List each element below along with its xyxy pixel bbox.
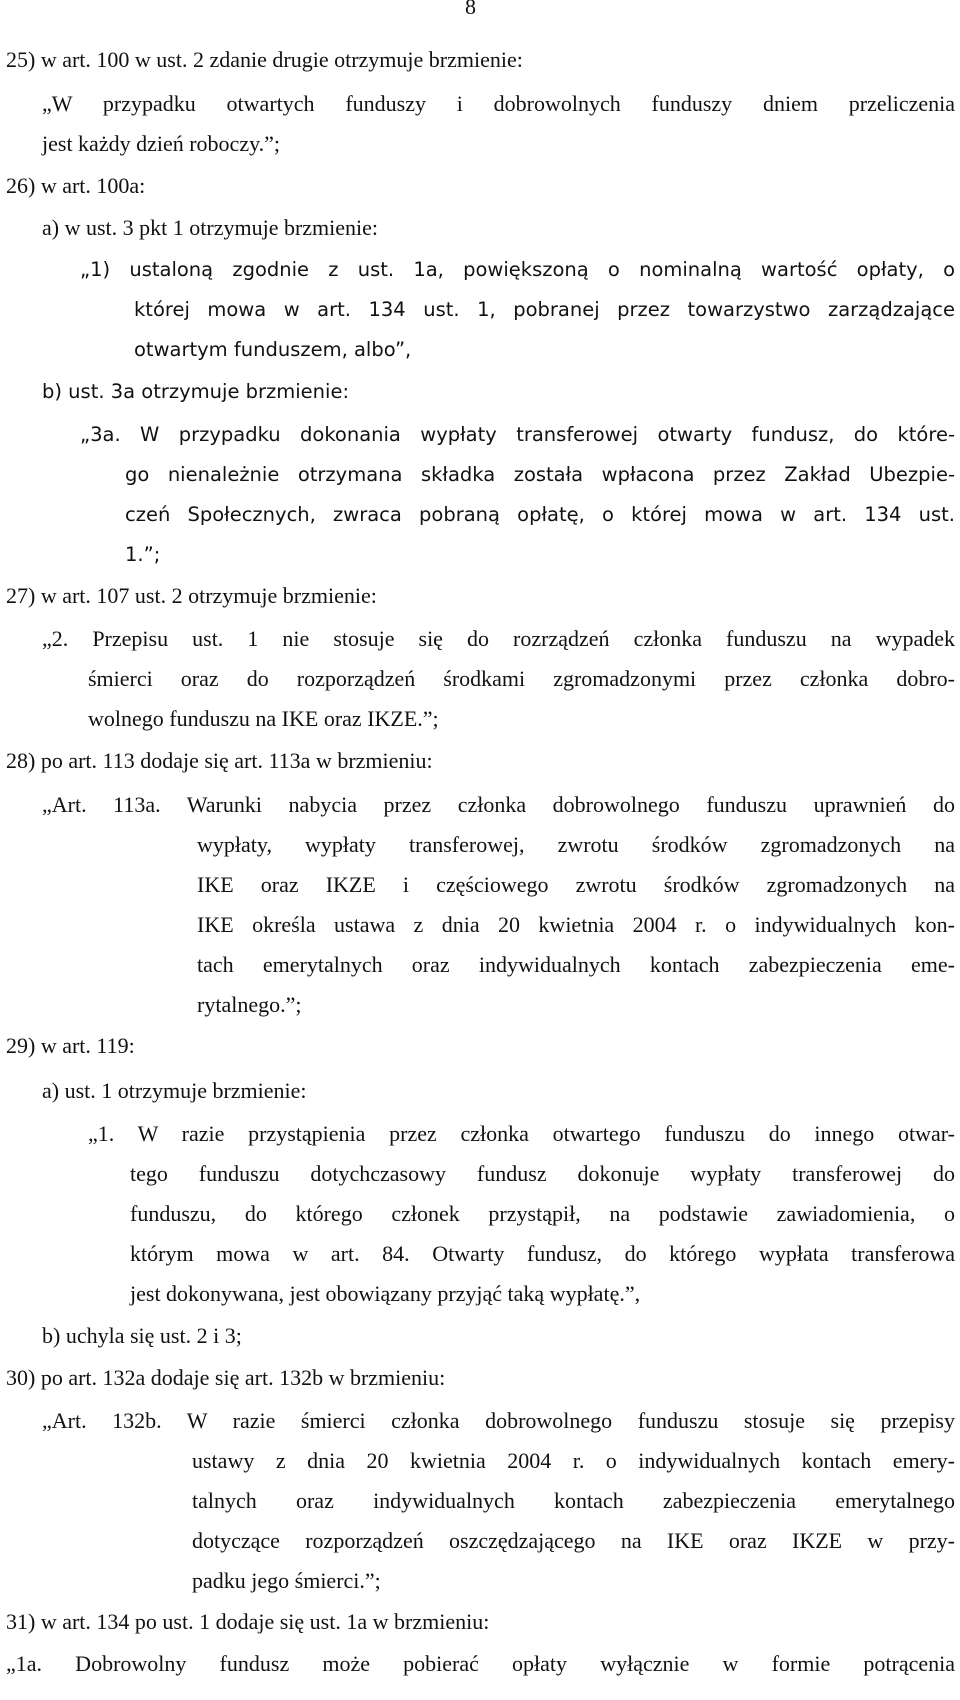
item-28-quote-line-6: rytalnego.”;	[197, 992, 302, 1017]
item-30-quote-line-3: talnych oraz indywidualnych kontach zabezpieczenia emerytalnego	[192, 1488, 955, 1513]
item-26a-quote-line-3: otwartym funduszem, albo”,	[134, 338, 412, 361]
item-28-quote-line-5: tach emerytalnych oraz indywidualnych kontach zabezpieczenia eme-	[197, 952, 955, 977]
item-26a-quote-line-1: „1) ustaloną zgodnie z ust. 1a, powiększoną o nominalną wartość opłaty, o	[80, 258, 955, 281]
item-25-heading: 25) w art. 100 w ust. 2 zdanie drugie otrzymuje brzmienie:	[6, 47, 523, 72]
item-30-quote-line-4: dotyczące rozporządzeń oszczędzającego na IKE oraz IKZE w przy-	[192, 1528, 955, 1553]
item-28-quote-line-2: wypłaty, wypłaty transferowej, zwrotu środków zgromadzonych na	[197, 832, 955, 857]
item-26b-heading: b) ust. 3a otrzymuje brzmienie:	[42, 380, 350, 403]
item-26b-quote-line-4: 1.”;	[125, 543, 161, 566]
item-29a-heading: a) ust. 1 otrzymuje brzmienie:	[42, 1078, 307, 1103]
item-28-heading: 28) po art. 113 dodaje się art. 113a w brzmieniu:	[6, 748, 433, 773]
item-30-heading: 30) po art. 132a dodaje się art. 132b w brzmieniu:	[6, 1365, 446, 1390]
item-25-quote-line-2: jest każdy dzień roboczy.”;	[42, 131, 281, 156]
item-28-quote-line-3: IKE oraz IKZE i częściowego zwrotu środków zgromadzonych na	[197, 872, 955, 897]
item-31-quote-line-1: „1a. Dobrowolny fundusz może pobierać opłaty wyłącznie w formie potrącenia	[6, 1651, 955, 1676]
item-27-quote-line-1: „2. Przepisu ust. 1 nie stosuje się do rozrządzeń członka funduszu na wypadek	[42, 626, 955, 651]
item-30-quote-line-2: ustawy z dnia 20 kwietnia 2004 r. o indywidualnych kontach emery-	[192, 1448, 955, 1473]
item-28-quote-line-4: IKE określa ustawa z dnia 20 kwietnia 2004 r. o indywidualnych kon-	[197, 912, 955, 937]
item-29-heading: 29) w art. 119:	[6, 1033, 135, 1058]
item-29b-heading: b) uchyla się ust. 2 i 3;	[42, 1323, 242, 1348]
item-26-heading: 26) w art. 100a:	[6, 173, 146, 198]
item-29a-quote-line-2: tego funduszu dotychczasowy fundusz dokonuje wypłaty transferowej do	[130, 1161, 955, 1186]
item-29a-quote-line-3: funduszu, do którego członek przystąpił, na podstawie zawiadomienia, o	[130, 1201, 955, 1226]
item-29a-quote-line-5: jest dokonywana, jest obowiązany przyjąć taką wypłatę.”,	[130, 1281, 641, 1306]
item-30-quote-line-5: padku jego śmierci.”;	[192, 1568, 381, 1593]
item-26a-quote-line-2: której mowa w art. 134 ust. 1, pobranej przez towarzystwo zarządzające	[134, 298, 955, 321]
item-26a-heading: a) w ust. 3 pkt 1 otrzymuje brzmienie:	[42, 215, 379, 240]
item-31-heading: 31) w art. 134 po ust. 1 dodaje się ust. 1a w brzmieniu:	[6, 1609, 490, 1634]
item-26b-quote-line-2: go nienależnie otrzymana składka została wpłacona przez Zakład Ubezpie-	[125, 463, 955, 486]
item-27-quote-line-3: wolnego funduszu na IKE oraz IKZE.”;	[88, 706, 439, 731]
item-30-quote-line-1: „Art. 132b. W razie śmierci członka dobrowolnego funduszu stosuje się przepisy	[42, 1408, 955, 1433]
page-number: 8	[465, 0, 476, 19]
item-27-heading: 27) w art. 107 ust. 2 otrzymuje brzmienie:	[6, 583, 377, 608]
item-26b-quote-line-1: „3a. W przypadku dokonania wypłaty transferowej otwarty fundusz, do które-	[80, 423, 955, 446]
item-25-quote-line-1: „W przypadku otwartych funduszy i dobrowolnych funduszy dniem przeliczenia	[42, 91, 955, 116]
item-29a-quote-line-1: „1. W razie przystąpienia przez członka otwartego funduszu do innego otwar-	[88, 1121, 955, 1146]
item-29a-quote-line-4: którym mowa w art. 84. Otwarty fundusz, do którego wypłata transferowa	[130, 1241, 955, 1266]
item-28-quote-line-1: „Art. 113a. Warunki nabycia przez członka dobrowolnego funduszu uprawnień do	[42, 792, 955, 817]
item-26b-quote-line-3: czeń Społecznych, zwraca pobraną opłatę, o której mowa w art. 134 ust.	[125, 503, 955, 526]
item-27-quote-line-2: śmierci oraz do rozporządzeń środkami zgromadzonymi przez członka dobro-	[88, 666, 955, 691]
